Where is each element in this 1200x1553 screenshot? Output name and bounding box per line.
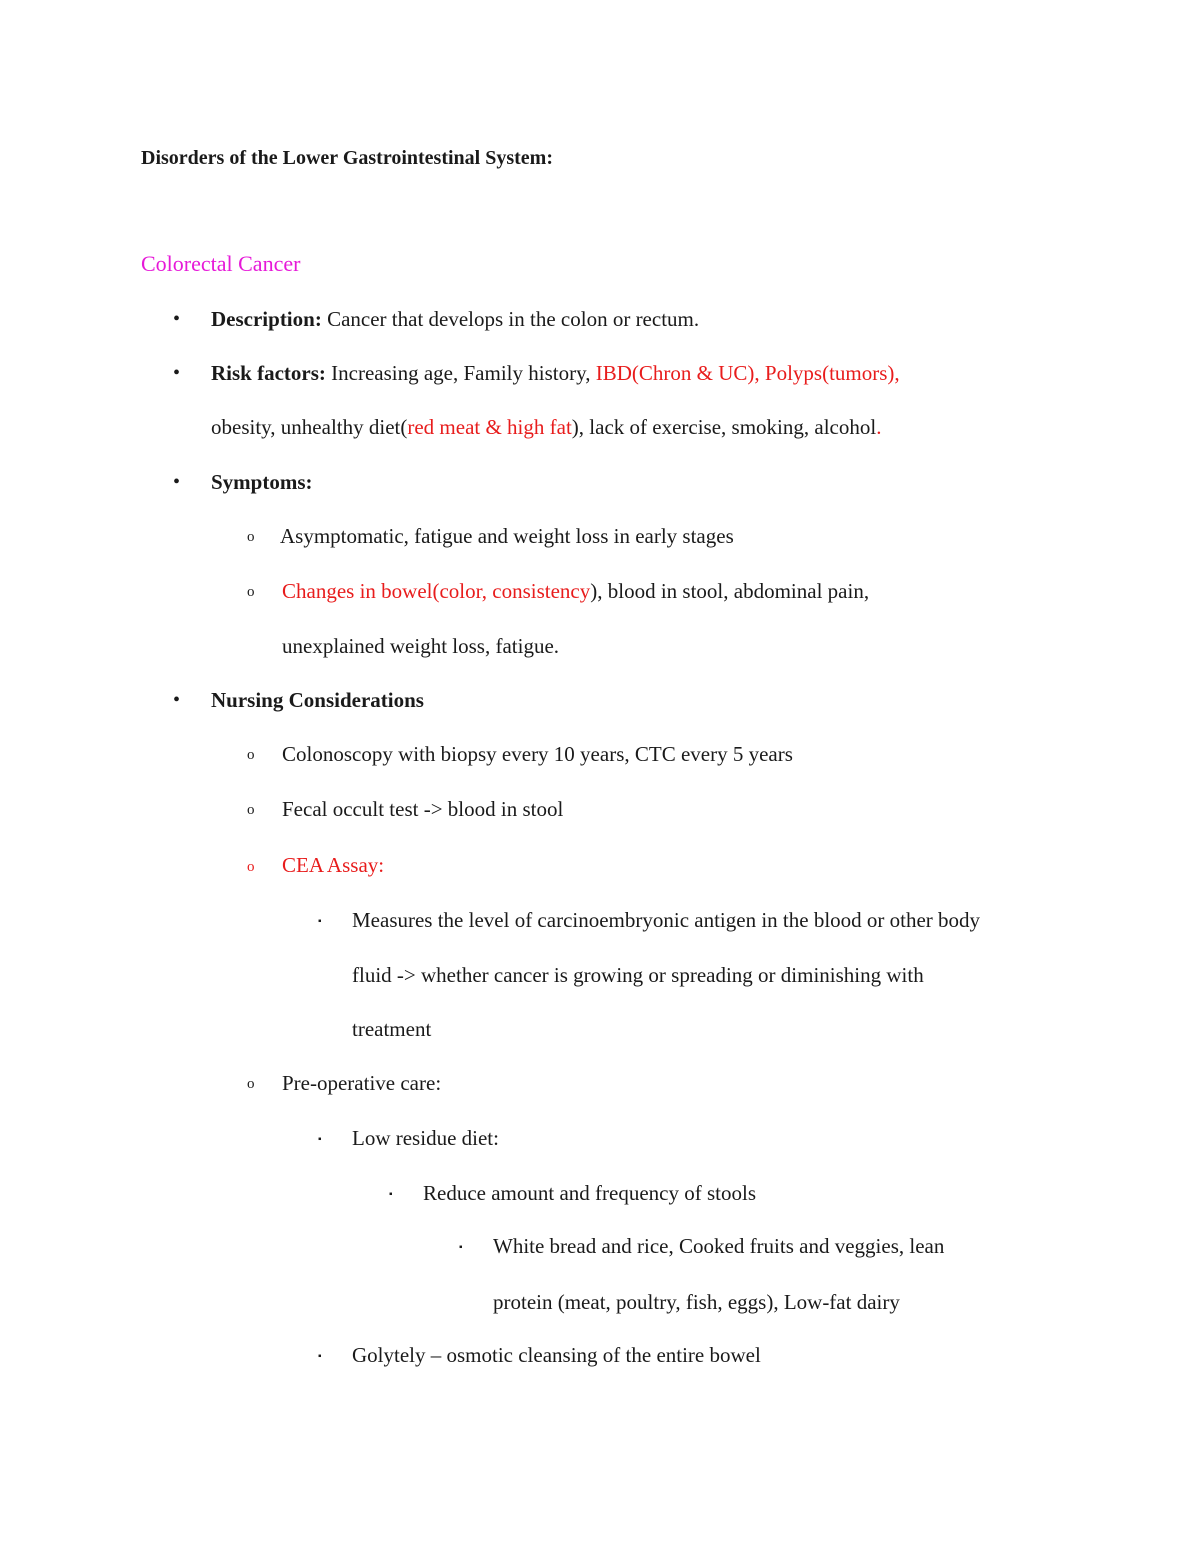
disc-bullet: •	[173, 362, 181, 384]
nursing-label: Nursing Considerations	[211, 688, 424, 712]
nursing-item: Pre-operative care:	[282, 1071, 442, 1095]
nursing-item: Colonoscopy with biopsy every 10 years, CTC every 5 years	[282, 742, 793, 766]
symptom-text: ), blood in stool, abdominal pain,	[590, 579, 870, 603]
disc-bullet: •	[173, 308, 181, 330]
cea-detail-continued: fluid -> whether cancer is growing or spreading or diminishing with	[352, 963, 924, 987]
preop-item: Golytely – osmotic cleansing of the entire bowel	[352, 1343, 761, 1367]
risk-diet-highlight: red meat & high fat	[407, 415, 572, 439]
symptom-item	[282, 577, 869, 605]
circle-bullet: o	[247, 1076, 255, 1092]
circle-bullet: o	[247, 529, 255, 545]
risk-text: Increasing age, Family history,	[325, 361, 596, 385]
diet-item: Reduce amount and frequency of stools	[423, 1181, 756, 1205]
risk-period: .	[876, 415, 882, 439]
description-label: Description:	[211, 307, 322, 331]
preop-item: Low residue diet:	[352, 1126, 499, 1150]
square-bullet: ▪	[389, 1189, 393, 1200]
section-heading: Colorectal Cancer	[141, 251, 301, 276]
square-bullet: ▪	[318, 1351, 322, 1362]
page-title: Disorders of the Lower Gastrointestinal System:	[141, 147, 553, 169]
square-bullet: ▪	[318, 916, 322, 927]
risk-text-end: ), lack of exercise, smoking, alcohol	[571, 415, 877, 439]
risk-text-continued: obesity, unhealthy diet(	[211, 415, 408, 439]
disc-bullet: •	[173, 689, 181, 711]
risk-label: Risk factors:	[211, 361, 326, 385]
nursing-item: Fecal occult test -> blood in stool	[282, 797, 564, 821]
symptom-highlight: Changes in bowel(color, consistency	[282, 579, 591, 603]
circle-bullet: o	[247, 747, 255, 763]
cea-detail: Measures the level of carcinoembryonic antigen in the blood or other body	[352, 908, 981, 932]
risk-item-continued	[211, 413, 881, 441]
risk-item	[211, 359, 900, 387]
symptoms-label: Symptoms:	[211, 470, 313, 494]
symptom-item: Asymptomatic, fatigue and weight loss in early stages	[280, 524, 734, 548]
food-item-continued: protein (meat, poultry, fish, eggs), Low-fat dairy	[493, 1290, 900, 1314]
description-item	[211, 305, 699, 333]
symptom-item-continued: unexplained weight loss, fatigue.	[282, 634, 560, 658]
square-bullet: ▪	[318, 1134, 322, 1145]
cea-detail-continued: treatment	[352, 1017, 432, 1041]
nursing-item: CEA Assay:	[282, 853, 385, 877]
risk-highlight: IBD(Chron & UC), Polyps(tumors),	[595, 361, 900, 385]
circle-bullet: o	[247, 859, 255, 875]
disc-bullet: •	[173, 471, 181, 493]
circle-bullet: o	[247, 584, 255, 600]
food-item: White bread and rice, Cooked fruits and veggies, lean	[493, 1234, 945, 1258]
square-bullet: ▪	[459, 1242, 463, 1253]
circle-bullet: o	[247, 802, 255, 818]
description-text: Cancer that develops in the colon or rectum.	[321, 307, 700, 331]
